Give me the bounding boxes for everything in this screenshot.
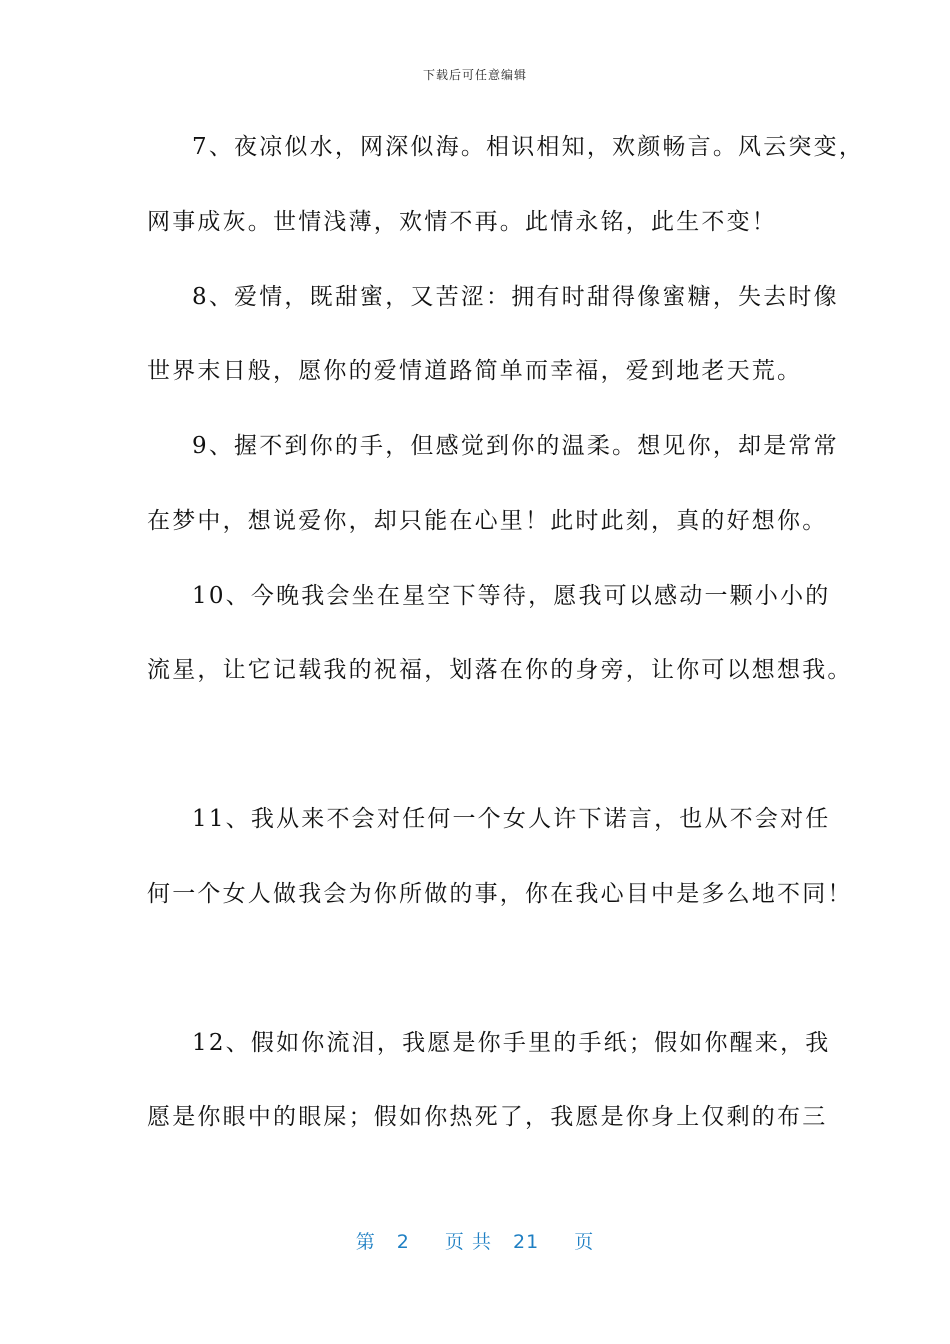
paragraph-12-line-2: 愿是你眼中的眼屎；假如你热死了，我愿是你身上仅剩的布三 bbox=[147, 1104, 828, 1130]
total-pages-number: 21 bbox=[513, 1231, 540, 1253]
paragraph-9-line-2: 在梦中，想说爱你，却只能在心里！此时此刻，真的好想你。 bbox=[147, 508, 828, 534]
paragraph-7-line-2: 网事成灰。世情浅薄，欢情不再。此情永铭，此生不变！ bbox=[147, 209, 777, 235]
page-counter-prefix: 第 bbox=[355, 1231, 376, 1253]
paragraph-11-line-1: 11、我从来不会对任何一个女人许下诺言，也从不会对任 bbox=[192, 806, 831, 832]
paragraph-8-line-1: 8、爱情，既甜蜜，又苦涩：拥有时甜得像蜜糖，失去时像 bbox=[192, 284, 839, 310]
paragraph-11-line-2: 何一个女人做我会为你所做的事，你在我心目中是多么地不同！ bbox=[147, 881, 853, 907]
paragraph-10-line-1: 10、今晚我会坐在星空下等待，愿我可以感动一颗小小的 bbox=[192, 583, 831, 609]
page-counter-suffix: 页 bbox=[574, 1231, 595, 1253]
page-counter bbox=[0, 1227, 950, 1254]
paragraph-9-line-1: 9、握不到你的手，但感觉到你的温柔。想见你，却是常常 bbox=[192, 433, 839, 459]
paragraph-12-line-1: 12、假如你流泪，我愿是你手里的手纸；假如你醒来，我 bbox=[192, 1030, 831, 1056]
header-note: 下载后可任意编辑 bbox=[422, 68, 527, 82]
paragraph-8-line-2: 世界末日般，愿你的爱情道路简单而幸福，爱到地老天荒。 bbox=[147, 358, 803, 384]
page-counter-middle: 页 共 bbox=[444, 1231, 492, 1253]
current-page-number: 2 bbox=[396, 1231, 410, 1253]
paragraph-10-line-2: 流星，让它记载我的祝福，划落在你的身旁，让你可以想想我。 bbox=[147, 657, 853, 683]
paragraph-7-line-1: 7、夜凉似水，网深似海。相识相知，欢颜畅言。风云突变， bbox=[192, 134, 865, 160]
